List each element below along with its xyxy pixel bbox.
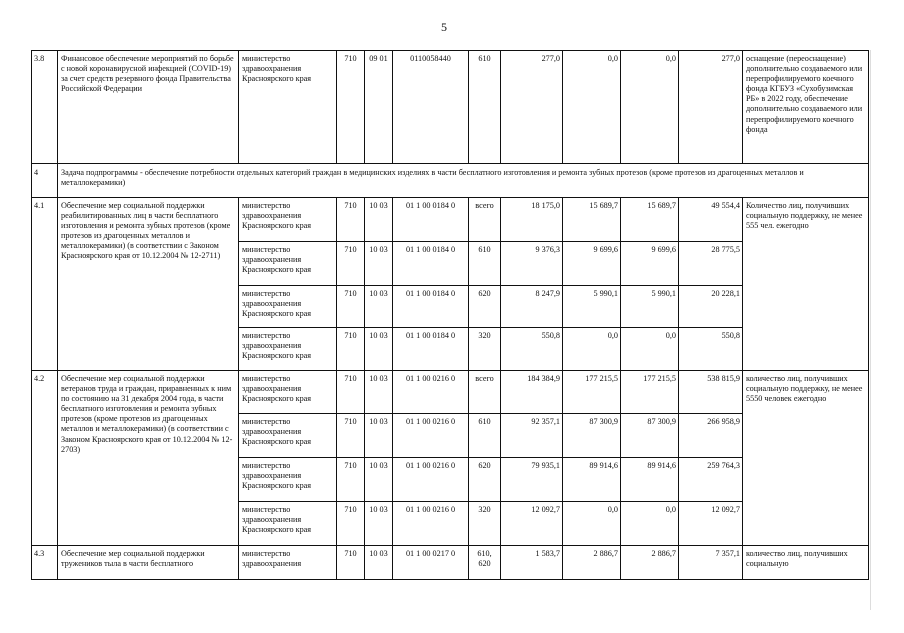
csr-code: 0110058440	[393, 51, 469, 164]
total-value: 266 958,9	[679, 414, 743, 458]
year-1-value: 1 583,7	[501, 546, 563, 580]
year-1-value: 79 935,1	[501, 458, 563, 502]
year-3-value: 5 990,1	[621, 286, 679, 328]
year-2-value: 87 300,9	[563, 414, 621, 458]
csr-code: 01 1 00 0184 0	[393, 286, 469, 328]
rzpr-code: 09 01	[365, 51, 393, 164]
scan-edge-shadow	[870, 50, 871, 610]
grbs-name: министерство здравоохранения Красноярского края	[239, 198, 337, 242]
grbs-code: 710	[337, 242, 365, 286]
csr-code: 01 1 00 0216 0	[393, 371, 469, 414]
vr-code: 620	[469, 458, 501, 502]
grbs-name: министерство здравоохранения Красноярского края	[239, 414, 337, 458]
vr-code: 620	[469, 286, 501, 328]
row-number: 4.2	[32, 371, 58, 546]
year-2-value: 0,0	[563, 328, 621, 371]
rzpr-code: 10 03	[365, 328, 393, 371]
vr-code: всего	[469, 371, 501, 414]
year-2-value: 0,0	[563, 502, 621, 546]
total-value: 7 357,1	[679, 546, 743, 580]
total-value: 259 764,3	[679, 458, 743, 502]
year-3-value: 0,0	[621, 502, 679, 546]
year-1-value: 18 175,0	[501, 198, 563, 242]
grbs-name: министерство здравоохранения Красноярского края	[239, 242, 337, 286]
year-2-value: 2 886,7	[563, 546, 621, 580]
vr-code: 320	[469, 502, 501, 546]
expected-result: количество лиц, получивших социальную	[743, 546, 869, 580]
year-1-value: 184 384,9	[501, 371, 563, 414]
expected-result: Количество лиц, получивших социальную поддержку, не менее 555 чел. ежегодно	[743, 198, 869, 371]
vr-code: 610	[469, 51, 501, 164]
rzpr-code: 10 03	[365, 242, 393, 286]
table-row-4-1	[32, 198, 869, 242]
grbs-code: 710	[337, 502, 365, 546]
activity-name: Финансовое обеспечение мероприятий по борьбе с новой коронавирусной инфекцией (COVID-19) за счет средств резервного фонда Правительства Российской Федерации	[58, 51, 239, 164]
year-2-value: 177 215,5	[563, 371, 621, 414]
vr-code: 320	[469, 328, 501, 371]
total-value: 28 775,5	[679, 242, 743, 286]
grbs-name: министерство здравоохранения	[239, 546, 337, 580]
expected-result: оснащение (переоснащение) дополнительно создаваемого или перепрофилируемого коечного фонда КГБУЗ «Сухобузимская РБ» в 2022 году, обеспечение дополнительно создаваемого или перепрофилируемого коечного фонда	[743, 51, 869, 164]
total-value: 49 554,4	[679, 198, 743, 242]
year-3-value: 0,0	[621, 51, 679, 164]
year-2-value: 89 914,6	[563, 458, 621, 502]
csr-code: 01 1 00 0217 0	[393, 546, 469, 580]
rzpr-code: 10 03	[365, 286, 393, 328]
table-row-task-4	[32, 164, 869, 198]
csr-code: 01 1 00 0184 0	[393, 328, 469, 371]
year-2-value: 15 689,7	[563, 198, 621, 242]
grbs-code: 710	[337, 546, 365, 580]
grbs-name: министерство здравоохранения Красноярского края	[239, 51, 337, 164]
vr-code: 610	[469, 414, 501, 458]
year-1-value: 550,8	[501, 328, 563, 371]
activity-name: Обеспечение мер социальной поддержки тружеников тыла в части бесплатного	[58, 546, 239, 580]
year-3-value: 15 689,7	[621, 198, 679, 242]
total-value: 538 815,9	[679, 371, 743, 414]
year-3-value: 177 215,5	[621, 371, 679, 414]
year-2-value: 5 990,1	[563, 286, 621, 328]
year-1-value: 12 092,7	[501, 502, 563, 546]
row-number: 4	[32, 164, 58, 198]
grbs-name: министерство здравоохранения Красноярского края	[239, 328, 337, 371]
year-1-value: 277,0	[501, 51, 563, 164]
total-value: 12 092,7	[679, 502, 743, 546]
grbs-code: 710	[337, 371, 365, 414]
table-row-4-2	[32, 371, 869, 414]
program-activities-table	[31, 50, 869, 580]
grbs-code: 710	[337, 414, 365, 458]
row-number: 4.1	[32, 198, 58, 371]
grbs-code: 710	[337, 328, 365, 371]
vr-code: 610	[469, 242, 501, 286]
table-row-4-3	[32, 546, 869, 580]
activity-name: Обеспечение мер социальной поддержки реабилитированных лиц в части бесплатного изготовления и ремонта зубных протезов (кроме протезов из драгоценных металлов и металлокерамики) (в соответствии с Законом Красноярского края от 10.12.2004 № 12-2711)	[58, 198, 239, 371]
year-2-value: 9 699,6	[563, 242, 621, 286]
year-1-value: 8 247,9	[501, 286, 563, 328]
total-value: 20 228,1	[679, 286, 743, 328]
year-3-value: 89 914,6	[621, 458, 679, 502]
grbs-name: министерство здравоохранения Красноярского края	[239, 286, 337, 328]
vr-code: 610, 620	[469, 546, 501, 580]
rzpr-code: 10 03	[365, 458, 393, 502]
grbs-code: 710	[337, 198, 365, 242]
rzpr-code: 10 03	[365, 371, 393, 414]
year-3-value: 87 300,9	[621, 414, 679, 458]
row-number: 4.3	[32, 546, 58, 580]
total-value: 277,0	[679, 51, 743, 164]
task-description: Задача подпрограммы - обеспечение потребности отдельных категорий граждан в медицинских изделиях в части бесплатного изготовления и ремонта зубных протезов (кроме протезов из драгоценных металлов и металлокерамики)	[58, 164, 869, 198]
expected-result: количество лиц, получивших социальную поддержку, не менее 5550 человек ежегодно	[743, 371, 869, 546]
grbs-code: 710	[337, 286, 365, 328]
csr-code: 01 1 00 0184 0	[393, 198, 469, 242]
csr-code: 01 1 00 0216 0	[393, 502, 469, 546]
csr-code: 01 1 00 0216 0	[393, 458, 469, 502]
csr-code: 01 1 00 0216 0	[393, 414, 469, 458]
total-value: 550,8	[679, 328, 743, 371]
page-number: 5	[441, 20, 447, 34]
rzpr-code: 10 03	[365, 198, 393, 242]
csr-code: 01 1 00 0184 0	[393, 242, 469, 286]
grbs-name: министерство здравоохранения Красноярского края	[239, 371, 337, 414]
rzpr-code: 10 03	[365, 502, 393, 546]
year-1-value: 92 357,1	[501, 414, 563, 458]
activity-name: Обеспечение мер социальной поддержки ветеранов труда и граждан, приравненных к ним по состоянию на 31 декабря 2004 года, в части бесплатного изготовления и ремонта зубных протезов (кроме протезов из драгоценных металлов и металлокерамики) (в соответствии с Законом Красноярского края от 10.12.2004 № 12-2703)	[58, 371, 239, 546]
year-3-value: 0,0	[621, 328, 679, 371]
grbs-code: 710	[337, 51, 365, 164]
year-3-value: 9 699,6	[621, 242, 679, 286]
table-row-3-8	[32, 51, 869, 164]
rzpr-code: 10 03	[365, 546, 393, 580]
vr-code: всего	[469, 198, 501, 242]
grbs-code: 710	[337, 458, 365, 502]
rzpr-code: 10 03	[365, 414, 393, 458]
year-1-value: 9 376,3	[501, 242, 563, 286]
row-number: 3.8	[32, 51, 58, 164]
grbs-name: министерство здравоохранения Красноярского края	[239, 502, 337, 546]
grbs-name: министерство здравоохранения Красноярского края	[239, 458, 337, 502]
year-2-value: 0,0	[563, 51, 621, 164]
year-3-value: 2 886,7	[621, 546, 679, 580]
